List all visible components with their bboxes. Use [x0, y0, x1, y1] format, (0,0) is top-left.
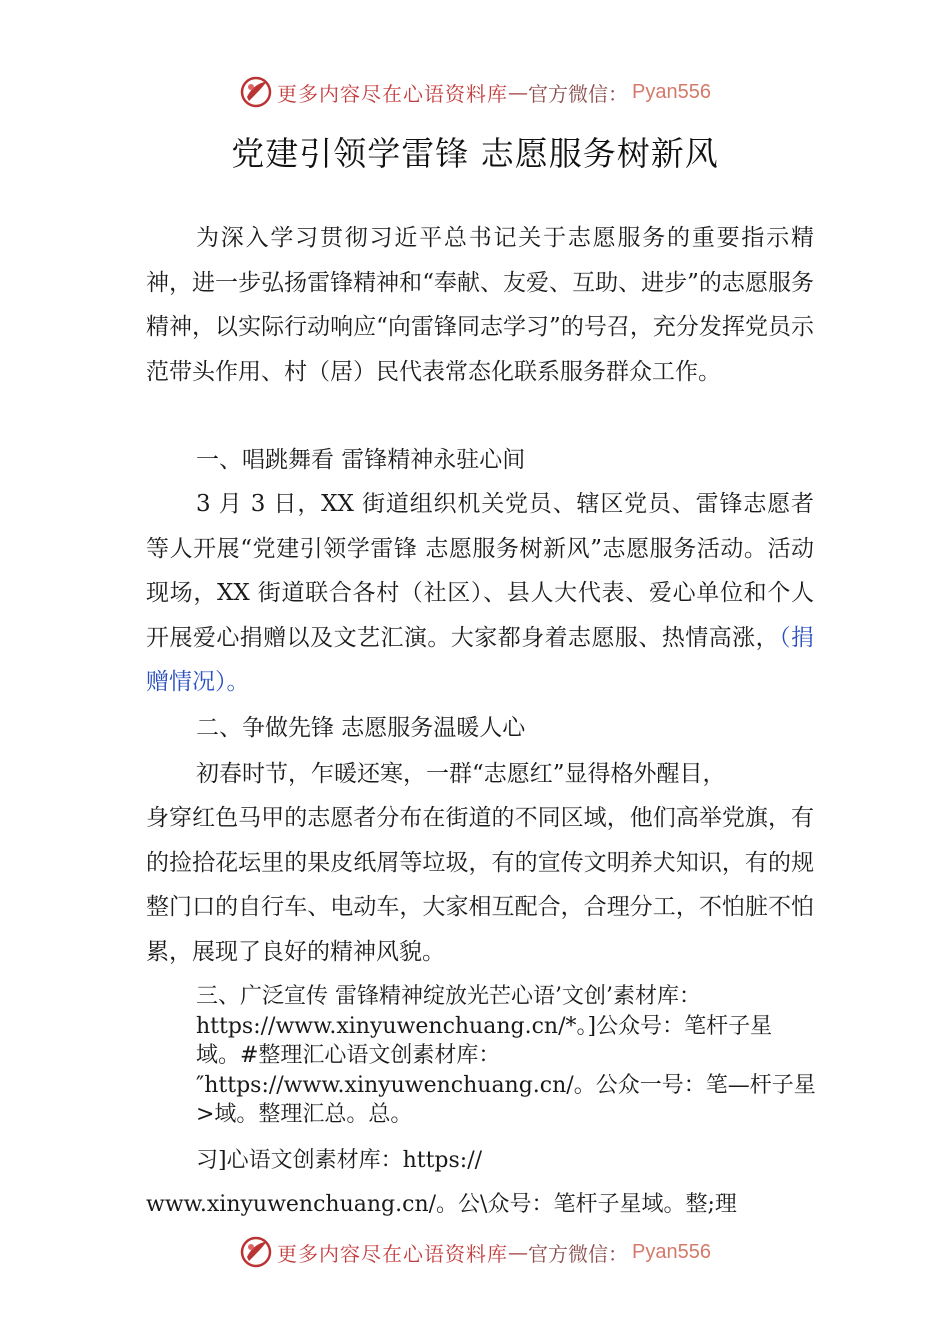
banner-wechat-id: Pyan556	[632, 80, 711, 103]
section1-paragraph	[146, 482, 814, 705]
banner-text: 更多内容尽在心语资料库	[277, 81, 509, 106]
section3-line-b: www.xinyuwenchuang.cn/。公\众号：笔杆子星域。整;理	[146, 1192, 737, 1217]
brush-logo-icon	[239, 1235, 273, 1269]
brush-logo-icon	[239, 75, 273, 109]
banner-text: 更多内容尽在心语资料库	[277, 1241, 509, 1266]
banner-wechat-id: Pyan556	[632, 1240, 711, 1263]
banner-separator: —	[508, 1240, 529, 1264]
section1-body: 3 月 3 日，XX 街道组织机关党员、辖区党员、雷锋志愿者等人开展“党建引领学雷锋 志愿服务树新风”志愿服务活动。活动现场，XX 街道联合各村（社区）、县人大代表、爱心单位和个人开展爱心捐赠以及文艺汇演。大家都身着志愿服、热情高涨，	[146, 491, 814, 651]
section3-block: 三、广泛宣传 雷锋精神绽放光芒心语’文创’素材库：https://www.xinyuwenchuang.cn/*。]公众号：笔杆子星域。#整理汇心语文创素材库：″https://www.xinyuwenchuang.cn/。公众一号：笔—杆子星>域。整理汇总。总。	[196, 984, 816, 1127]
section2-paragraph: 身穿红色马甲的志愿者分布在街道的不同区域，他们高举党旗，有的捡拾花坛里的果皮纸屑等垃圾，有的宣传文明养犬知识，有的规整门口的自行车、电动车，大家相互配合，合理分工，不怕脏不怕累，展现了良好的精神风貌。	[146, 805, 814, 965]
section2-first-line: 初春时节，乍暖还寒，一群“志愿红”显得格外醒目，	[196, 761, 726, 787]
watermark-banner-bottom	[0, 1232, 950, 1272]
banner-separator: —	[508, 80, 529, 104]
donation-link[interactable]: （捐赠情况）。	[146, 624, 815, 695]
banner-wechat-label: 官方微信：	[528, 1241, 629, 1266]
section3-line-a: 习]心语文创素材库：https://	[196, 1148, 483, 1173]
banner-wechat-label: 官方微信：	[528, 81, 629, 106]
watermark-banner-top	[0, 72, 950, 112]
section1-heading: 一、唱跳舞看 雷锋精神永驻心间	[196, 447, 526, 473]
document-title: 党建引领学雷锋 志愿服务树新风	[231, 134, 719, 173]
section2-heading: 二、争做先锋 志愿服务温暖人心	[196, 715, 526, 741]
intro-paragraph: 为深入学习贯彻习近平总书记关于志愿服务的重要指示精神，进一步弘扬雷锋精神和“奉献、友爱、互助、进步”的志愿服务精神，以实际行动响应“向雷锋同志学习”的号召，充分发挥党员示范带头作用、村（居）民代表常态化联系服务群众工作。	[146, 225, 814, 385]
